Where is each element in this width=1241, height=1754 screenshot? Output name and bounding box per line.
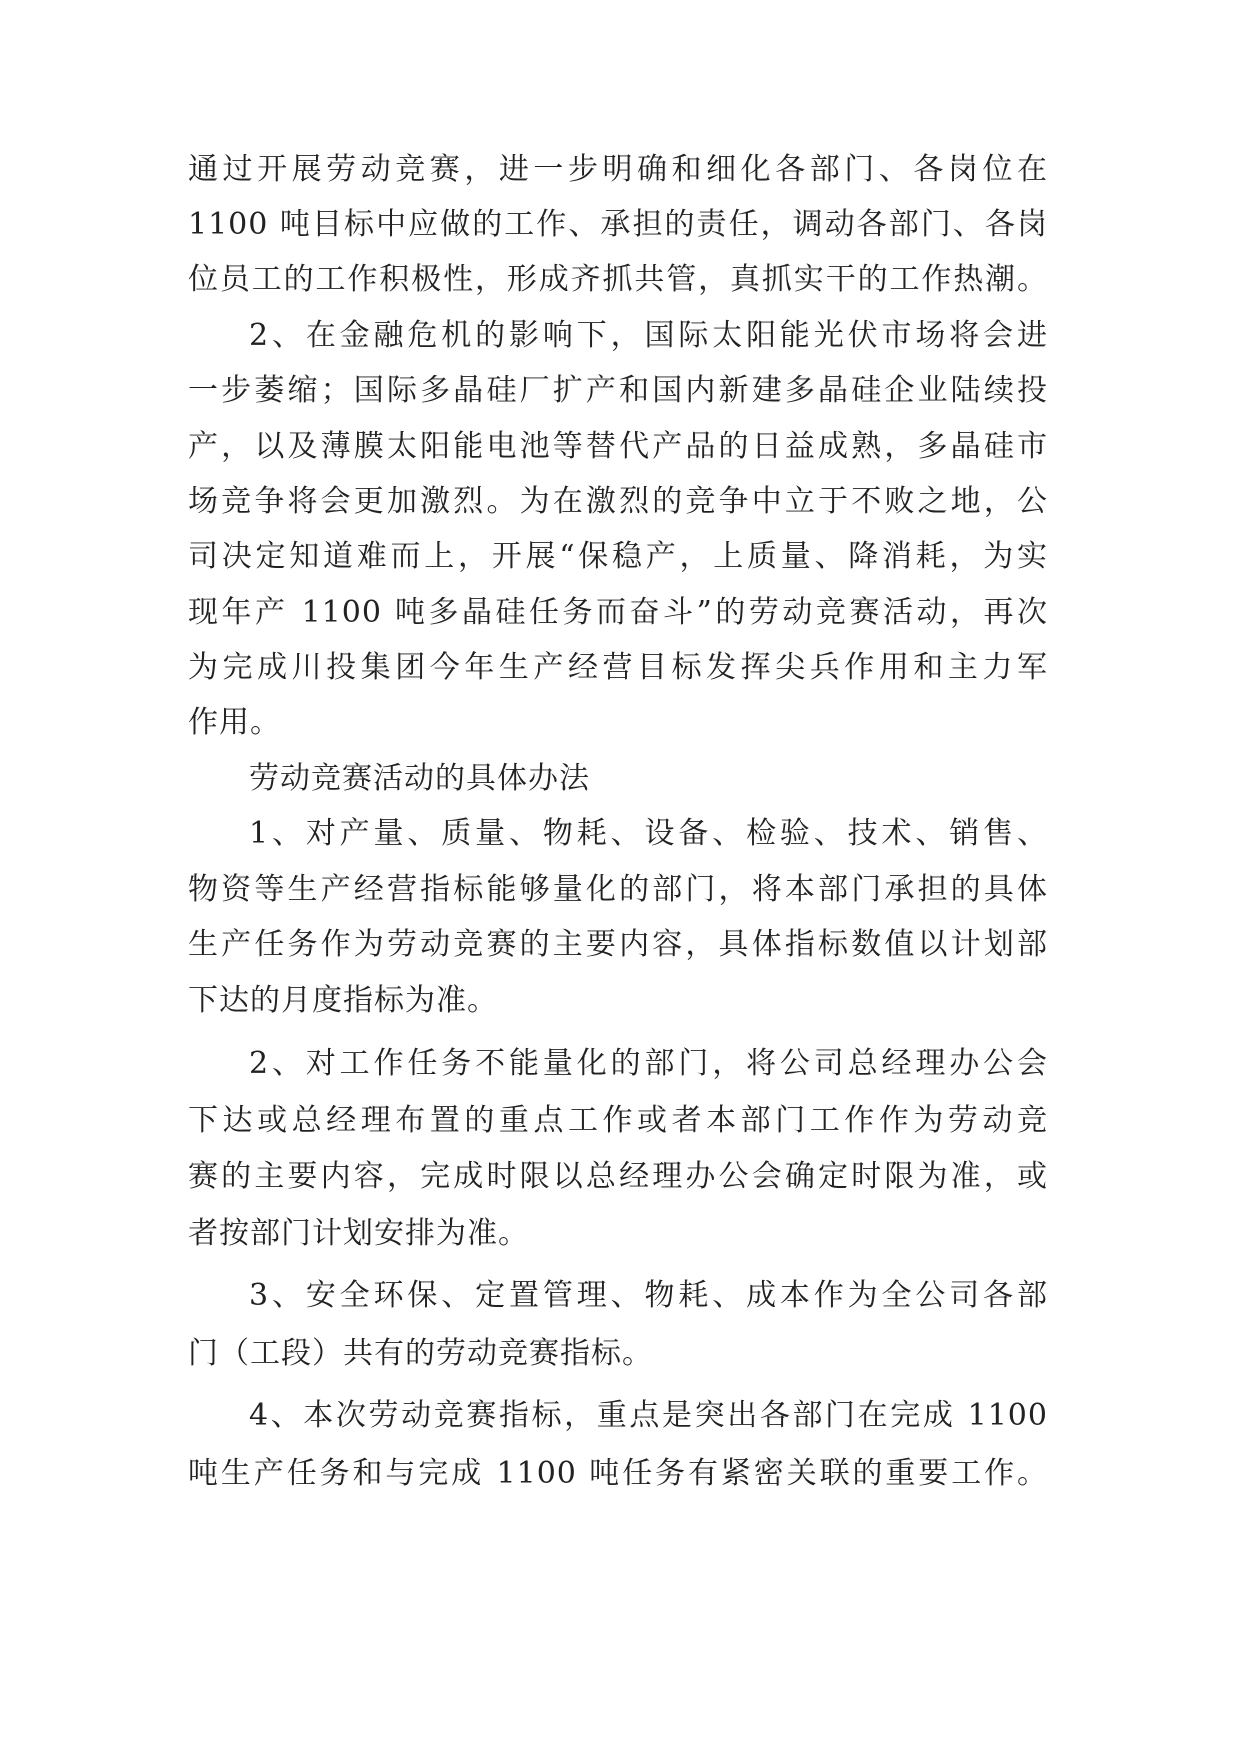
text-line: 1、对产量、质量、物耗、设备、检验、技术、销售、 xyxy=(249,816,1048,851)
text-line: 一步萎缩；国际多晶硅厂扩产和国内新建多晶硅企业陆续投 xyxy=(188,373,1048,408)
text-line: 下达的月度指标为准。 xyxy=(188,983,498,1018)
text-line: 门（工段）共有的劳动竞赛指标。 xyxy=(188,1336,653,1371)
text-line: 通过开展劳动竞赛，进一步明确和细化各部门、各岗位在 xyxy=(188,152,1048,187)
text-line: 场竞争将会更加激烈。为在激烈的竞争中立于不败之地，公 xyxy=(188,484,1048,519)
text-line: 作用。 xyxy=(188,705,281,740)
text-line: 下达或总经理布置的重点工作或者本部门工作作为劳动竞 xyxy=(188,1103,1048,1138)
text-line: 4、本次劳动竞赛指标，重点是突出各部门在完成 1100 xyxy=(249,1398,1048,1433)
text-line: 为完成川投集团今年生产经营目标发挥尖兵作用和主力军 xyxy=(188,650,1048,685)
text-line: 1100 吨目标中应做的工作、承担的责任，调动各部门、各岗 xyxy=(188,207,1048,242)
text-line: 司决定知道难而上，开展“保稳产，上质量、降消耗，为实 xyxy=(188,539,1048,574)
text-line: 生产任务作为劳动竞赛的主要内容，具体指标数值以计划部 xyxy=(188,927,1048,962)
text-line: 产，以及薄膜太阳能电池等替代产品的日益成熟，多晶硅市 xyxy=(188,429,1048,464)
section-heading: 劳动竞赛活动的具体办法 xyxy=(249,761,590,796)
text-line: 物资等生产经营指标能够量化的部门，将本部门承担的具体 xyxy=(188,872,1048,907)
text-line: 2、对工作任务不能量化的部门，将公司总经理办公会 xyxy=(249,1046,1048,1081)
text-line: 赛的主要内容，完成时限以总经理办公会确定时限为准，或 xyxy=(188,1159,1048,1194)
text-line: 2、在金融危机的影响下，国际太阳能光伏市场将会进 xyxy=(249,318,1048,353)
text-line: 位员工的工作积极性，形成齐抓共管，真抓实干的工作热潮。 xyxy=(188,262,1048,297)
text-line: 现年产 1100 吨多晶硅任务而奋斗”的劳动竞赛活动，再次 xyxy=(188,595,1048,630)
text-line: 3、安全环保、定置管理、物耗、成本作为全公司各部 xyxy=(249,1278,1048,1313)
text-line: 吨生产任务和与完成 1100 吨任务有紧密关联的重要工作。 xyxy=(188,1456,1048,1491)
text-line: 者按部门计划安排为准。 xyxy=(188,1216,529,1251)
